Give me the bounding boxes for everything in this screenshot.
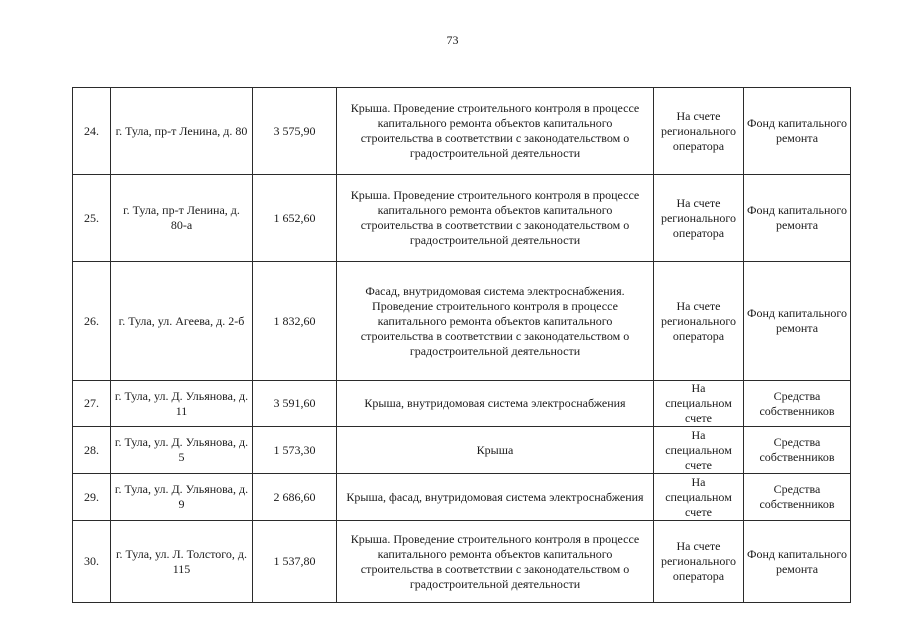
funding-source-cell: Фонд капитального ремонта [744, 521, 851, 603]
area-cell: 1 537,80 [253, 521, 337, 603]
account-cell: На специальном счете [654, 474, 744, 521]
table-row [73, 521, 851, 603]
table-row [73, 88, 851, 175]
works-cell: Фасад, внутридомовая система электроснабжения. Проведение строительного контроля в процессе капитального ремонта объектов капитального строительства в соответствии с законодательством о градостроительной деятельности [337, 262, 654, 381]
row-number: 29. [73, 474, 111, 521]
account-cell: На счете регионального оператора [654, 521, 744, 603]
funding-source-cell: Средства собственников [744, 427, 851, 474]
row-number: 24. [73, 88, 111, 175]
area-cell: 3 591,60 [253, 381, 337, 427]
table-row [73, 175, 851, 262]
works-cell: Крыша. Проведение строительного контроля в процессе капитального ремонта объектов капитального строительства в соответствии с законодательством о градостроительной деятельности [337, 88, 654, 175]
address-cell: г. Тула, ул. Л. Толстого, д. 115 [111, 521, 253, 603]
account-cell: На специальном счете [654, 427, 744, 474]
table-row [73, 427, 851, 474]
table-row [73, 262, 851, 381]
table-row [73, 474, 851, 521]
account-cell: На счете регионального оператора [654, 88, 744, 175]
row-number: 26. [73, 262, 111, 381]
address-cell: г. Тула, ул. Д. Ульянова, д. 11 [111, 381, 253, 427]
address-cell: г. Тула, ул. Д. Ульянова, д. 9 [111, 474, 253, 521]
area-cell: 2 686,60 [253, 474, 337, 521]
works-cell: Крыша. Проведение строительного контроля в процессе капитального ремонта объектов капитального строительства в соответствии с законодательством о градостроительной деятельности [337, 521, 654, 603]
area-cell: 1 573,30 [253, 427, 337, 474]
area-cell: 1 832,60 [253, 262, 337, 381]
works-cell: Крыша. Проведение строительного контроля в процессе капитального ремонта объектов капитального строительства в соответствии с законодательством о градостроительной деятельности [337, 175, 654, 262]
account-cell: На счете регионального оператора [654, 262, 744, 381]
table-row [73, 381, 851, 427]
address-cell: г. Тула, пр-т Ленина, д. 80 [111, 88, 253, 175]
funding-source-cell: Фонд капитального ремонта [744, 88, 851, 175]
funding-source-cell: Средства собственников [744, 381, 851, 427]
funding-source-cell: Фонд капитального ремонта [744, 175, 851, 262]
works-cell: Крыша [337, 427, 654, 474]
row-number: 27. [73, 381, 111, 427]
account-cell: На специальном счете [654, 381, 744, 427]
row-number: 30. [73, 521, 111, 603]
page-number: 73 [446, 33, 459, 47]
row-number: 25. [73, 175, 111, 262]
funding-source-cell: Средства собственников [744, 474, 851, 521]
address-cell: г. Тула, ул. Агеева, д. 2-б [111, 262, 253, 381]
area-cell: 1 652,60 [253, 175, 337, 262]
address-cell: г. Тула, пр-т Ленина, д. 80-а [111, 175, 253, 262]
account-cell: На счете регионального оператора [654, 175, 744, 262]
repair-registry-table [72, 87, 851, 603]
address-cell: г. Тула, ул. Д. Ульянова, д. 5 [111, 427, 253, 474]
works-cell: Крыша, внутридомовая система электроснабжения [337, 381, 654, 427]
works-cell: Крыша, фасад, внутридомовая система электроснабжения [337, 474, 654, 521]
row-number: 28. [73, 427, 111, 474]
funding-source-cell: Фонд капитального ремонта [744, 262, 851, 381]
area-cell: 3 575,90 [253, 88, 337, 175]
